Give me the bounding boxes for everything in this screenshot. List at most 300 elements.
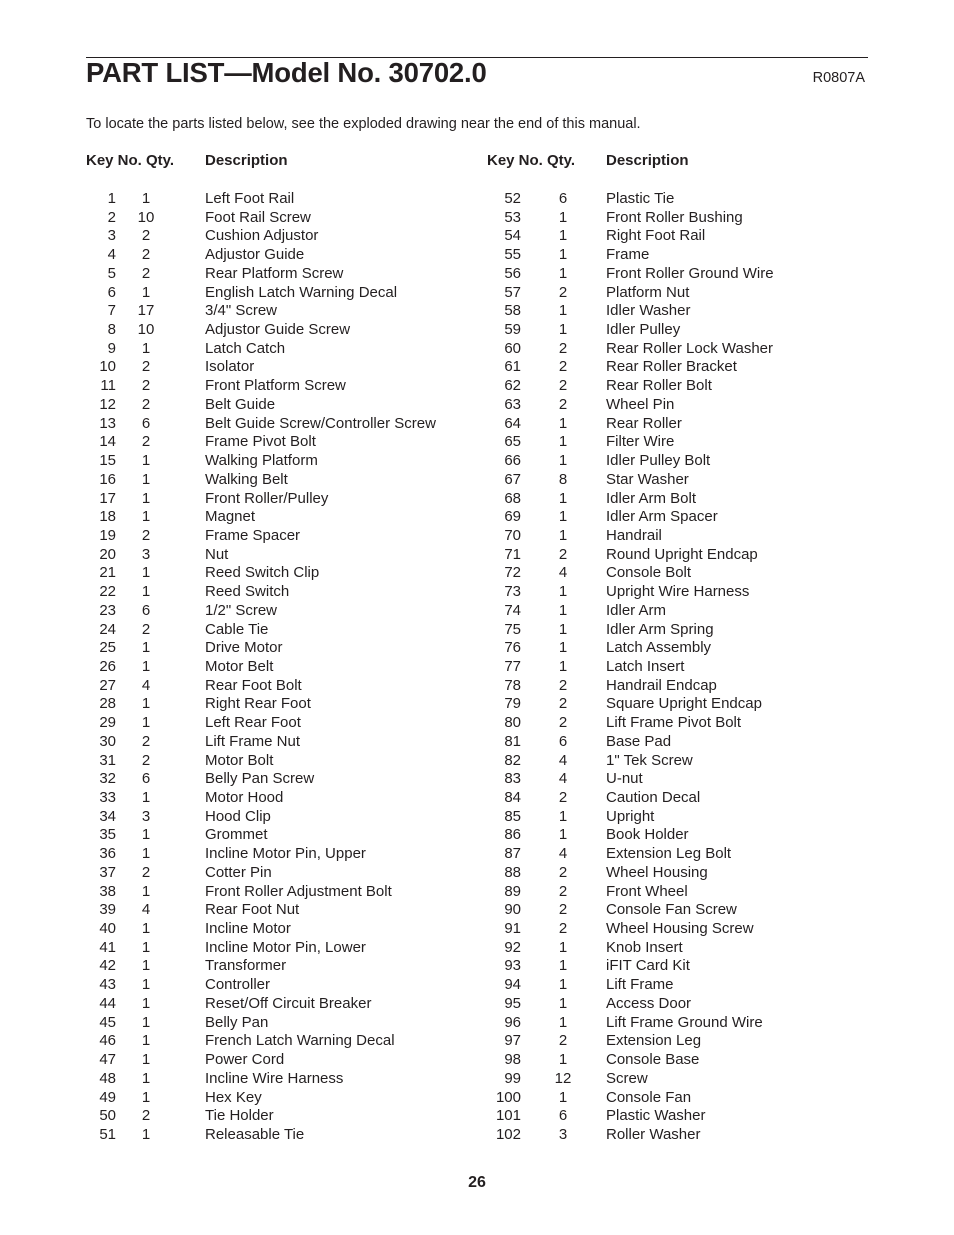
part-key-number: 85	[504, 807, 521, 825]
part-quantity: 1	[141, 938, 151, 956]
part-key-number: 7	[107, 302, 116, 320]
part-description: 1" Tek Screw	[606, 751, 693, 769]
part-quantity: 1	[141, 508, 151, 526]
part-key-number: 84	[504, 789, 521, 806]
part-quantity: 3	[141, 545, 151, 563]
part-quantity: 1	[141, 1051, 151, 1069]
part-quantity: 1	[141, 976, 151, 994]
part-description: Handrail Endcap	[606, 676, 717, 694]
part-key-number: 95	[504, 994, 521, 1012]
part-quantity: 2	[141, 395, 151, 413]
part-key-number: 100	[495, 1088, 521, 1106]
part-key-number: 15	[99, 452, 116, 470]
part-quantity: 1	[141, 994, 151, 1012]
part-key-number: 47	[99, 1051, 116, 1069]
part-quantity: 1	[558, 938, 568, 956]
part-quantity: 1	[558, 639, 568, 657]
part-description: Console Fan Screw	[606, 901, 737, 919]
part-quantity: 1	[558, 433, 568, 451]
part-description: Reed Switch Clip	[205, 564, 320, 582]
part-quantity: 6	[558, 190, 568, 207]
part-quantity: 1	[141, 826, 151, 844]
part-key-number: 97	[504, 1032, 521, 1050]
part-key-number: 61	[504, 358, 521, 376]
document-code: R0807A	[812, 70, 865, 86]
part-quantity: 2	[141, 620, 151, 638]
part-key-number: 29	[99, 714, 116, 732]
key-qty-header: Key No. Qty.	[86, 152, 175, 169]
part-quantity: 2	[558, 789, 568, 806]
part-description: Console Base	[606, 1051, 700, 1069]
part-key-number: 49	[99, 1088, 116, 1106]
part-quantity: 4	[558, 564, 568, 582]
part-quantity: 10	[137, 208, 155, 226]
part-key-number: 98	[504, 1051, 521, 1069]
part-quantity: 2	[558, 395, 568, 413]
part-quantity: 1	[141, 845, 151, 863]
part-key-number: 96	[504, 1013, 521, 1031]
part-key-number: 11	[100, 377, 116, 395]
part-key-number: 3	[107, 227, 116, 245]
part-quantity: 1	[141, 920, 151, 938]
part-key-number: 89	[504, 882, 521, 900]
part-quantity: 1	[141, 657, 151, 675]
part-quantity: 2	[141, 227, 151, 245]
part-quantity: 2	[141, 264, 151, 282]
part-quantity: 3	[558, 1125, 568, 1143]
part-description: Rear Foot Nut	[205, 901, 300, 919]
part-quantity: 2	[558, 695, 568, 713]
part-description: French Latch Warning Decal	[205, 1032, 395, 1050]
part-key-number: 73	[504, 583, 521, 601]
part-key-number: 48	[99, 1069, 116, 1087]
part-description: Reed Switch	[205, 583, 290, 601]
part-key-number: 94	[504, 976, 521, 994]
part-description: Idler Pulley	[606, 321, 681, 339]
part-quantity: 1	[558, 807, 568, 825]
part-quantity: 1	[141, 1032, 151, 1050]
part-quantity: 1	[558, 620, 568, 638]
part-key-number: 83	[504, 770, 521, 788]
part-description: English Latch Warning Decal	[205, 283, 398, 301]
part-description: Incline Motor Pin, Upper	[205, 845, 366, 863]
part-quantity: 1	[141, 489, 151, 507]
part-quantity: 1	[141, 695, 151, 713]
part-quantity: 1	[558, 508, 568, 526]
part-description: Lift Frame Nut	[205, 732, 301, 750]
part-key-number: 63	[504, 395, 521, 413]
part-quantity: 2	[558, 358, 568, 376]
part-description: Front Wheel	[606, 882, 688, 900]
part-key-number: 70	[504, 526, 521, 544]
part-description: Idler Washer	[606, 302, 691, 320]
part-quantity: 2	[558, 920, 568, 938]
part-description: Base Pad	[606, 732, 672, 750]
part-description: Lift Frame Ground Wire	[606, 1013, 763, 1031]
part-quantity: 1	[558, 601, 568, 619]
part-quantity: 1	[558, 976, 568, 994]
part-quantity: 2	[558, 901, 568, 919]
part-description: Rear Foot Bolt	[205, 676, 302, 694]
part-description: Front Platform Screw	[205, 377, 346, 395]
part-quantity: 2	[141, 433, 151, 451]
part-key-number: 75	[504, 620, 521, 638]
part-description: Belt Guide Screw/Controller Screw	[205, 414, 436, 432]
part-quantity: 6	[558, 1107, 568, 1125]
part-description: Front Roller Ground Wire	[606, 264, 774, 282]
part-description: Extension Leg	[606, 1032, 702, 1050]
part-quantity: 1	[141, 190, 151, 207]
part-key-number: 87	[504, 845, 521, 863]
part-description: Book Holder	[606, 826, 689, 844]
part-key-number: 90	[504, 901, 521, 919]
part-quantity: 1	[558, 321, 568, 339]
page-title: PART LIST—Model No. 30702.0	[86, 57, 487, 88]
part-description: Transformer	[205, 957, 287, 975]
part-key-number: 5	[107, 264, 116, 282]
part-quantity: 1	[141, 470, 151, 488]
part-description: Front Roller/Pulley	[205, 489, 329, 507]
part-quantity: 2	[558, 676, 568, 694]
part-key-number: 67	[504, 470, 521, 488]
part-quantity: 10	[137, 321, 155, 339]
part-quantity: 2	[558, 863, 568, 881]
part-key-number: 68	[504, 489, 521, 507]
part-quantity: 4	[558, 751, 568, 769]
part-quantity: 2	[141, 377, 151, 395]
part-description: Foot Rail Screw	[205, 208, 311, 226]
part-description: Front Roller Bushing	[606, 208, 743, 226]
part-key-number: 16	[99, 470, 116, 488]
part-quantity: 1	[558, 227, 568, 245]
part-description: Hex Key	[205, 1088, 262, 1106]
description-header: Description	[606, 152, 689, 169]
part-quantity: 1	[141, 1125, 151, 1143]
part-quantity: 1	[141, 1069, 151, 1087]
part-quantity: 1	[558, 826, 568, 844]
part-key-number: 9	[107, 339, 116, 357]
part-key-number: 102	[495, 1125, 521, 1143]
part-description: Plastic Tie	[606, 190, 675, 207]
part-description: Motor Hood	[205, 789, 284, 806]
part-description: Wheel Housing	[606, 863, 708, 881]
part-description: Left Foot Rail	[205, 190, 295, 207]
part-quantity: 1	[558, 526, 568, 544]
part-key-number: 91	[504, 920, 521, 938]
part-key-number: 40	[99, 920, 116, 938]
part-key-number: 88	[504, 863, 521, 881]
part-quantity: 1	[558, 246, 568, 264]
part-description: Drive Motor	[205, 639, 283, 657]
part-description: Latch Insert	[606, 657, 685, 675]
part-key-number: 38	[99, 882, 116, 900]
part-key-number: 69	[504, 508, 521, 526]
part-description: Star Washer	[606, 470, 689, 488]
part-key-number: 24	[99, 620, 116, 638]
part-key-number: 17	[99, 489, 116, 507]
part-quantity: 1	[558, 657, 568, 675]
part-key-number: 53	[504, 208, 521, 226]
part-key-number: 42	[99, 957, 116, 975]
part-quantity: 4	[141, 901, 151, 919]
part-quantity: 1	[141, 452, 151, 470]
part-quantity: 1	[141, 583, 151, 601]
part-key-number: 44	[99, 994, 116, 1012]
part-description: Adjustor Guide	[205, 246, 305, 264]
part-quantity: 2	[141, 246, 151, 264]
part-description: Roller Washer	[606, 1125, 701, 1143]
part-description: Belt Guide	[205, 395, 276, 413]
part-key-number: 77	[504, 657, 521, 675]
part-description: Walking Belt	[205, 470, 288, 488]
part-quantity: 4	[141, 676, 151, 694]
part-quantity: 1	[558, 1013, 568, 1031]
part-quantity: 1	[141, 789, 151, 806]
part-description: Incline Wire Harness	[205, 1069, 344, 1087]
part-description: Idler Arm Bolt	[606, 489, 697, 507]
part-description: Access Door	[606, 994, 692, 1012]
part-quantity: 1	[558, 489, 568, 507]
part-description: Isolator	[205, 358, 255, 376]
part-description: Platform Nut	[606, 283, 690, 301]
part-key-number: 35	[99, 826, 116, 844]
part-description: Latch Assembly	[606, 639, 712, 657]
part-description: Screw	[606, 1069, 648, 1087]
part-key-number: 33	[99, 789, 116, 806]
part-key-number: 52	[504, 190, 521, 207]
page-number: 26	[468, 1174, 486, 1191]
part-description: Plastic Washer	[606, 1107, 706, 1125]
part-key-number: 54	[504, 227, 521, 245]
part-quantity: 2	[558, 882, 568, 900]
part-description: Lift Frame Pivot Bolt	[606, 714, 742, 732]
part-description: 3/4" Screw	[205, 302, 278, 320]
part-description: Round Upright Endcap	[606, 545, 758, 563]
part-description: Console Fan	[606, 1088, 692, 1106]
part-description: Caution Decal	[606, 789, 701, 806]
part-quantity: 2	[141, 863, 151, 881]
part-quantity: 2	[141, 358, 151, 376]
part-quantity: 6	[141, 601, 151, 619]
part-description: Power Cord	[205, 1051, 285, 1069]
part-key-number: 32	[99, 770, 116, 788]
part-key-number: 8	[107, 321, 116, 339]
part-description: Idler Arm	[606, 601, 667, 619]
part-description: Square Upright Endcap	[606, 695, 762, 713]
part-key-number: 31	[99, 751, 116, 769]
part-description: Frame Spacer	[205, 526, 301, 544]
part-key-number: 58	[504, 302, 521, 320]
part-key-number: 14	[99, 433, 116, 451]
part-description: Extension Leg Bolt	[606, 845, 732, 863]
part-description: Incline Motor	[205, 920, 291, 938]
part-key-number: 82	[504, 751, 521, 769]
part-description: U-nut	[606, 770, 643, 788]
part-key-number: 86	[504, 826, 521, 844]
part-key-number: 6	[107, 283, 116, 301]
part-key-number: 65	[504, 433, 521, 451]
part-description: Incline Motor Pin, Lower	[205, 938, 366, 956]
part-quantity: 1	[141, 283, 151, 301]
part-quantity: 2	[558, 1032, 568, 1050]
part-quantity: 4	[558, 770, 568, 788]
part-key-number: 30	[99, 732, 116, 750]
part-description: Rear Roller Bracket	[606, 358, 737, 376]
part-description: Front Roller Adjustment Bolt	[205, 882, 392, 900]
part-quantity: 1	[558, 957, 568, 975]
part-quantity: 1	[558, 583, 568, 601]
part-quantity: 17	[137, 302, 155, 320]
part-key-number: 56	[504, 264, 521, 282]
part-key-number: 45	[99, 1013, 116, 1031]
part-description: Rear Roller Lock Washer	[606, 339, 773, 357]
part-description: 1/2" Screw	[205, 601, 278, 619]
part-description: Lift Frame	[606, 976, 674, 994]
intro-text: To locate the parts listed below, see the exploded drawing near the end of this manual.	[86, 116, 641, 132]
part-description: Cotter Pin	[205, 863, 272, 881]
description-header: Description	[205, 152, 288, 169]
part-key-number: 22	[99, 583, 116, 601]
part-description: Adjustor Guide Screw	[205, 321, 351, 339]
part-description: Nut	[205, 545, 229, 563]
part-quantity: 6	[141, 770, 151, 788]
part-key-number: 12	[99, 395, 116, 413]
part-key-number: 80	[504, 714, 521, 732]
part-quantity: 1	[558, 208, 568, 226]
part-description: Filter Wire	[606, 433, 675, 451]
part-key-number: 74	[504, 601, 521, 619]
part-quantity: 1	[558, 1051, 568, 1069]
part-key-number: 21	[99, 564, 116, 582]
part-key-number: 93	[504, 957, 521, 975]
part-description: Cable Tie	[205, 620, 269, 638]
part-key-number: 34	[99, 807, 116, 825]
part-description: Upright	[606, 807, 655, 825]
part-quantity: 1	[558, 264, 568, 282]
part-key-number: 72	[504, 564, 521, 582]
part-quantity: 1	[141, 882, 151, 900]
part-quantity: 2	[558, 339, 568, 357]
key-qty-header: Key No. Qty.	[487, 152, 576, 169]
part-quantity: 6	[141, 414, 151, 432]
part-description: Left Rear Foot	[205, 714, 301, 732]
part-description: Motor Bolt	[205, 751, 274, 769]
part-key-number: 79	[504, 695, 521, 713]
part-quantity: 1	[558, 414, 568, 432]
part-description: Walking Platform	[205, 452, 318, 470]
part-key-number: 60	[504, 339, 521, 357]
part-description: Right Foot Rail	[606, 227, 706, 245]
part-quantity: 2	[141, 1107, 151, 1125]
part-quantity: 2	[558, 283, 568, 301]
part-key-number: 66	[504, 452, 521, 470]
part-description: Idler Arm Spacer	[606, 508, 718, 526]
part-quantity: 1	[558, 1088, 568, 1106]
part-description: Grommet	[205, 826, 268, 844]
part-quantity: 1	[558, 994, 568, 1012]
part-description: Releasable Tie	[205, 1125, 305, 1143]
part-key-number: 20	[99, 545, 116, 563]
part-key-number: 46	[99, 1032, 116, 1050]
part-quantity: 2	[558, 377, 568, 395]
part-description: Right Rear Foot	[205, 695, 311, 713]
part-description: Reset/Off Circuit Breaker	[205, 994, 372, 1012]
part-quantity: 2	[558, 714, 568, 732]
part-key-number: 55	[504, 246, 521, 264]
part-description: Cushion Adjustor	[205, 227, 319, 245]
part-description: Rear Platform Screw	[205, 264, 344, 282]
part-key-number: 2	[107, 208, 116, 226]
part-description: iFIT Card Kit	[606, 957, 690, 975]
part-key-number: 23	[99, 601, 116, 619]
part-quantity: 1	[558, 302, 568, 320]
part-quantity: 8	[558, 470, 568, 488]
part-quantity: 12	[554, 1069, 572, 1087]
part-quantity: 3	[141, 807, 151, 825]
part-key-number: 101	[495, 1107, 521, 1125]
part-description: Controller	[205, 976, 271, 994]
part-description: Motor Belt	[205, 657, 274, 675]
part-key-number: 19	[99, 526, 116, 544]
part-key-number: 43	[99, 976, 116, 994]
part-description: Wheel Pin	[606, 395, 675, 413]
part-quantity: 1	[141, 1013, 151, 1031]
part-quantity: 2	[141, 732, 151, 750]
part-key-number: 71	[504, 545, 521, 563]
part-key-number: 76	[504, 639, 521, 657]
part-key-number: 10	[99, 358, 116, 376]
part-key-number: 13	[99, 414, 116, 432]
part-quantity: 2	[141, 526, 151, 544]
part-description: Upright Wire Harness	[606, 583, 750, 601]
part-key-number: 26	[99, 657, 116, 675]
part-quantity: 1	[558, 452, 568, 470]
part-quantity: 1	[141, 957, 151, 975]
part-key-number: 28	[99, 695, 116, 713]
part-key-number: 92	[504, 938, 521, 956]
part-description: Wheel Housing Screw	[606, 920, 754, 938]
part-key-number: 50	[99, 1107, 116, 1125]
part-description: Console Bolt	[606, 564, 692, 582]
part-description: Idler Pulley Bolt	[606, 452, 711, 470]
part-description: Handrail	[606, 526, 662, 544]
part-quantity: 1	[141, 339, 151, 357]
part-key-number: 81	[504, 732, 521, 750]
part-description: Rear Roller	[606, 414, 682, 432]
part-quantity: 1	[141, 639, 151, 657]
part-key-number: 78	[504, 676, 521, 694]
part-description: Idler Arm Spring	[606, 620, 714, 638]
part-key-number: 1	[107, 190, 116, 207]
part-quantity: 2	[558, 545, 568, 563]
part-key-number: 62	[504, 377, 521, 395]
part-key-number: 41	[99, 938, 116, 956]
part-description: Hood Clip	[205, 807, 271, 825]
part-quantity: 1	[141, 564, 151, 582]
part-quantity: 4	[558, 845, 568, 863]
part-description: Belly Pan Screw	[205, 770, 315, 788]
part-description: Frame	[606, 246, 650, 264]
part-description: Latch Catch	[205, 339, 286, 357]
part-quantity: 6	[558, 732, 568, 750]
part-key-number: 4	[107, 246, 116, 264]
part-key-number: 57	[504, 283, 521, 301]
part-description: Belly Pan	[205, 1013, 269, 1031]
part-description: Tie Holder	[205, 1107, 274, 1125]
part-quantity: 1	[141, 714, 151, 732]
part-key-number: 59	[504, 321, 521, 339]
part-description: Rear Roller Bolt	[606, 377, 712, 395]
